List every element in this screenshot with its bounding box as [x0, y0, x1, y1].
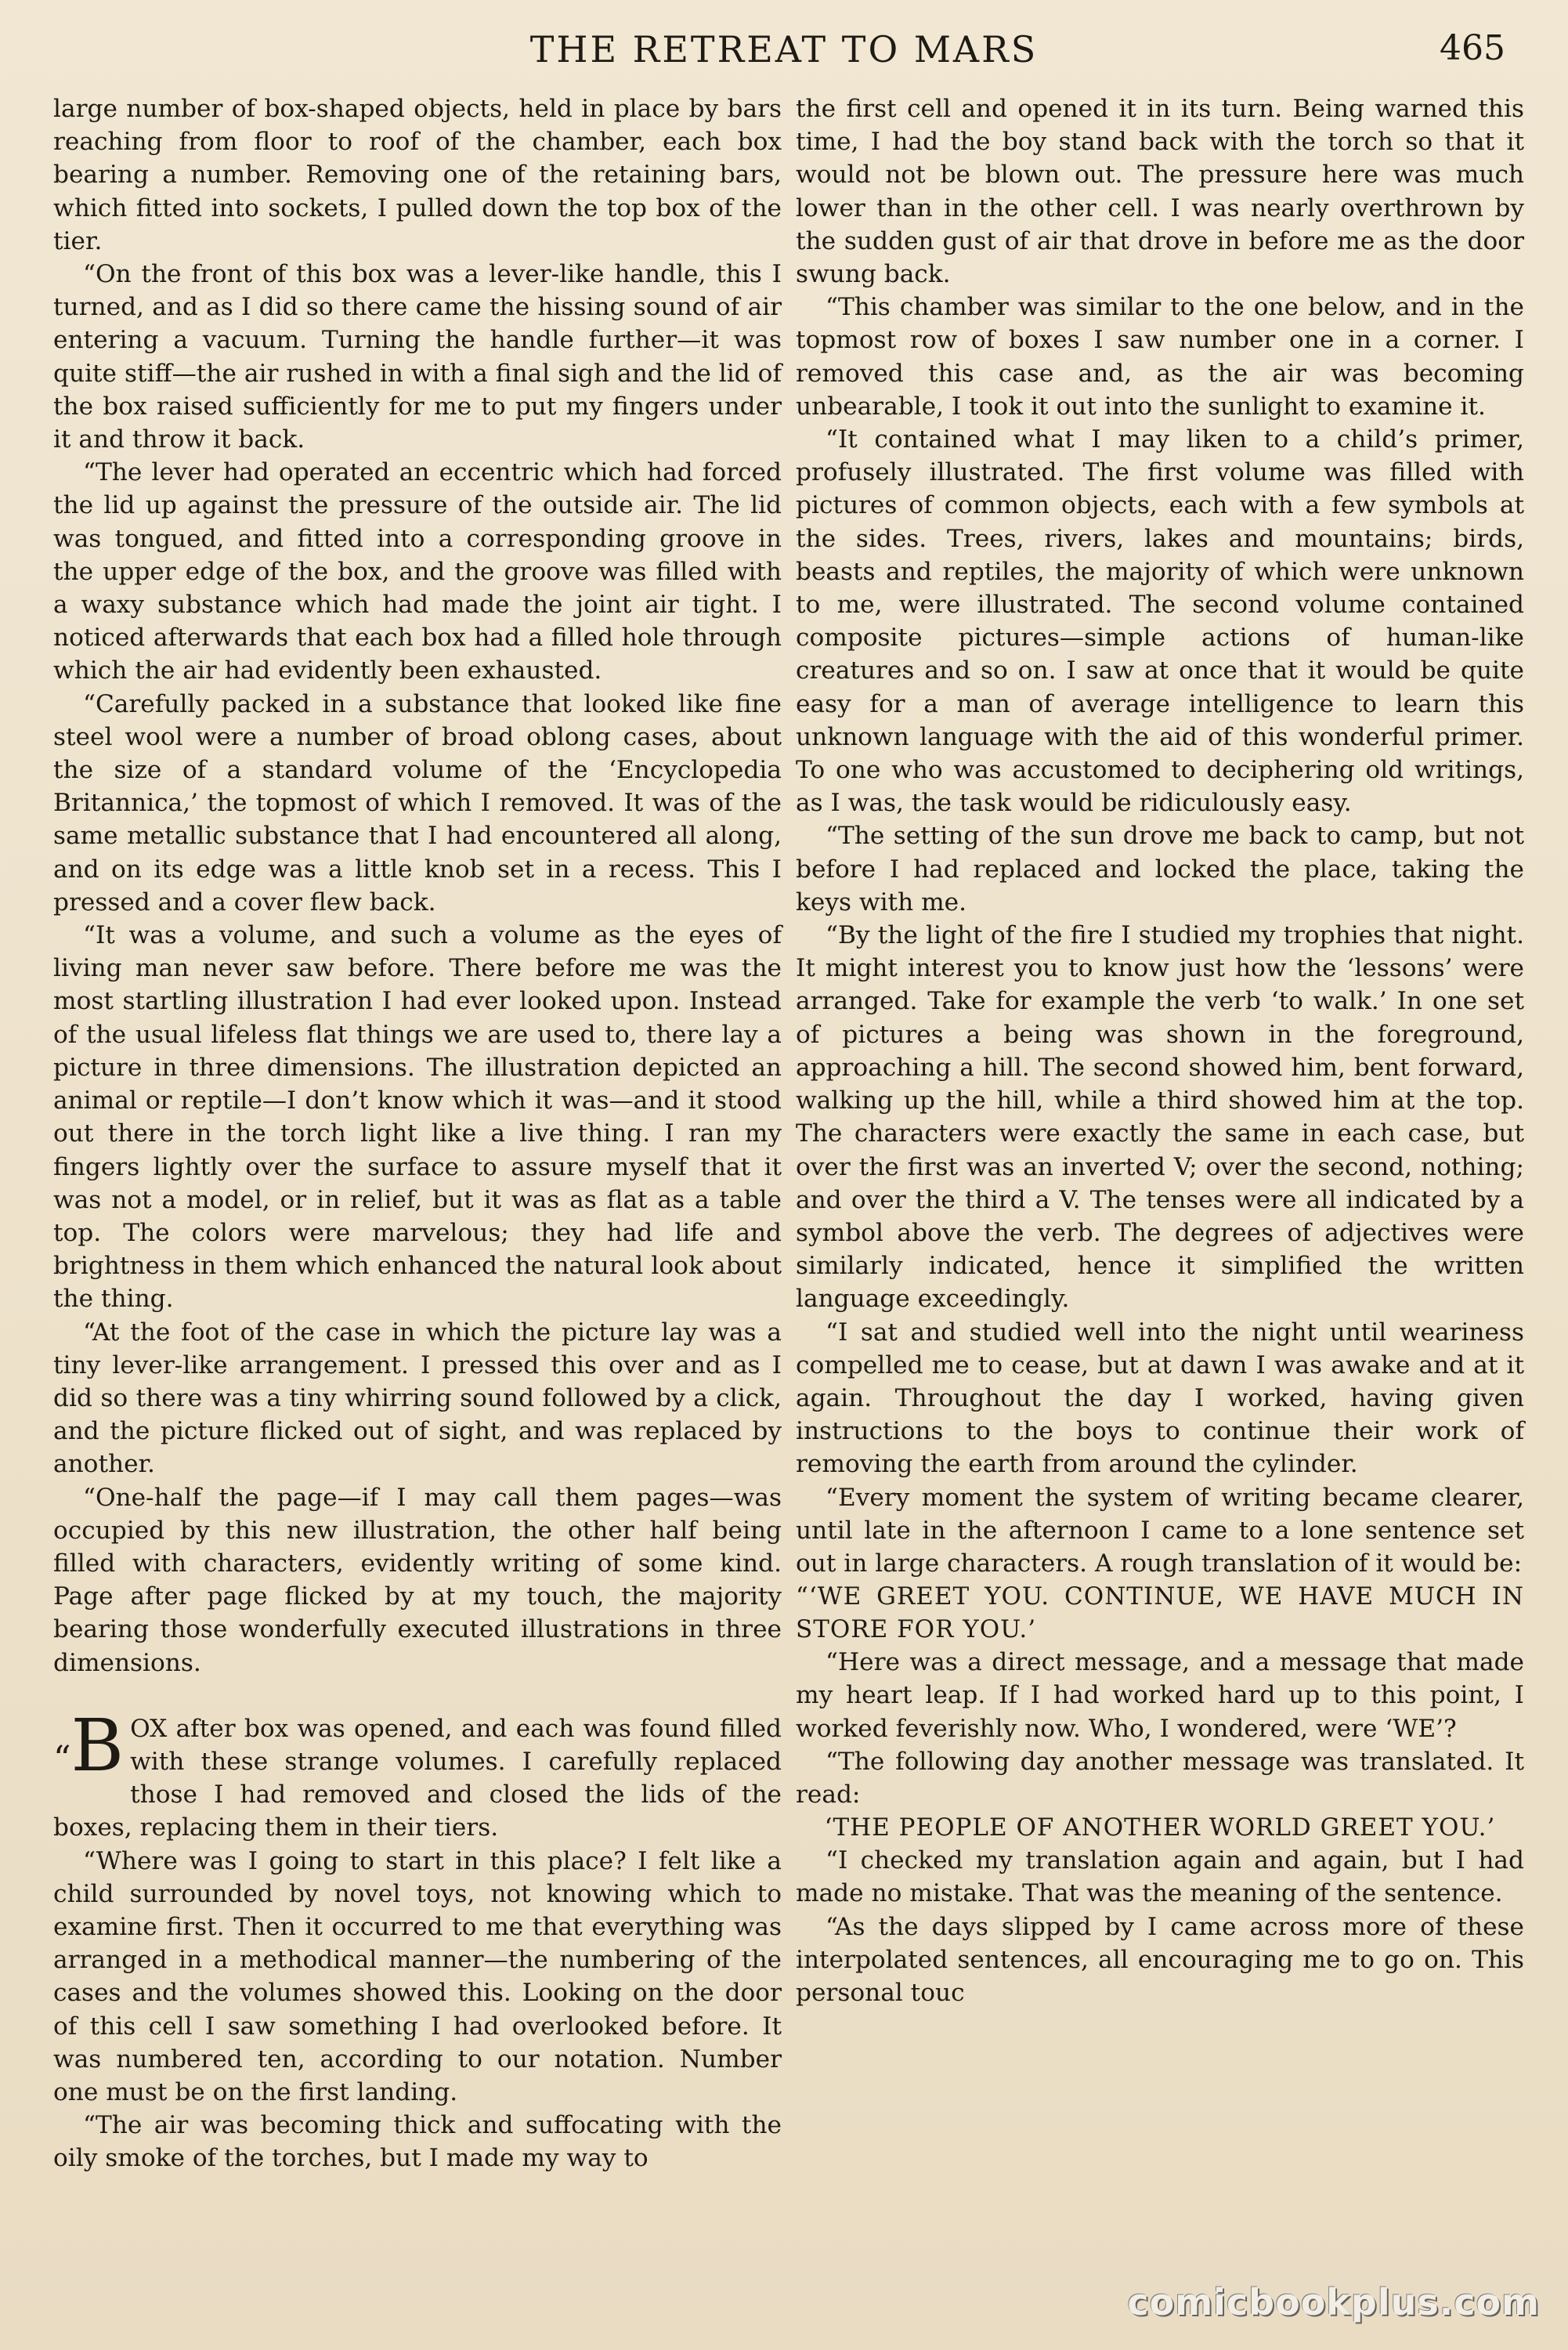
dropcap-letter: B	[70, 1703, 125, 1788]
paragraph: the first cell and opened it in its turn. Being warned this time, I had the boy stand back with the torch so that it would not be blown out. The pressure here was much lower than in the other cell. I was nearly overthrown by the sudden gust of air that drove in before me as the door swung back.	[796, 95, 1524, 289]
paragraph: “I sat and studied well into the night until weariness compelled me to cease, but at dawn I was awake and at it again. Throughout the day I worked, having given instructions to the boys to continue their work of removing the earth from around the cylinder.	[796, 1318, 1524, 1479]
paragraph: “Here was a direct message, and a message that made my heart leap. If I had worked hard up to this point, I worked feverishly now. Who, I wondered, were ‘WE’?	[796, 1648, 1524, 1743]
paragraph: “The lever had operated an eccentric which had forced the lid up against the pressure of the outside air. The lid was tongued, and fitted into a corresponding groove in the upper edge of the box, and the groove was filled with a waxy substance which had made the joint air tight. I noticed afterwards that each box had a filled hole through which the air had evidently been exhausted.	[53, 458, 782, 685]
site-watermark: comicbookplus.com	[1127, 2281, 1540, 2323]
paragraph: large number of box-shaped objects, held in place by bars reaching from floor to roof of the chamber, each box bearing a number. Removing one of the retaining bars, which fitted into sockets, I pulled down the top box of the tier.	[53, 95, 782, 255]
paragraph: “Every moment the system of writing became clearer, until late in the afternoon I came to a lone sentence set out in large characters. A rough translation of it would be:	[796, 1483, 1524, 1578]
paragraph: “It was a volume, and such a volume as the eyes of living man never saw before. There before me was the most startling illustration I had ever looked upon. Instead of the usual lifeless flat things we are used to, there lay a picture in three dimensions. The illustration depicted an animal or reptile—I don’t know which it was—and it stood out there in the torch light like a live thing. I ran my fingers lightly over the surface to assure myself that it was not a model, or in relief, but it was as flat as a table top. The colors were marvelous; they had life and brightness in them which enhanced the natural look about the thing.	[53, 921, 782, 1314]
right-column	[796, 92, 1524, 2009]
paragraph: “This chamber was similar to the one below, and in the topmost row of boxes I saw number one in a corner. I removed this case and, as the air was becoming unbearable, I took it out into the sunlight to examine it.	[796, 293, 1524, 421]
paragraph: “As the days slipped by I came across more of these interpolated sentences, all encouraging me to go on. This personal touc	[796, 1912, 1524, 2007]
paragraph: “The setting of the sun drove me back to camp, but not before I had replaced and locked the place, taking the keys with me.	[796, 822, 1524, 916]
paragraph: “One-half the page—if I may call them pages—was occupied by this new illustration, the other half being filled with characters, evidently writing of some kind. Page after page flicked by at my touch, the majority bearing those wonderfully executed illustrations in three dimensions.	[53, 1483, 782, 1677]
paragraph: “It contained what I may liken to a child’s primer, profusely illustrated. The first volume was filled with pictures of common objects, each with a few symbols at the sides. Trees, rivers, lakes and mountains; birds, beasts and reptiles, the majority of which were unknown to me, were illustrated. The second volume contained composite pictures—simple actions of human-like creatures and so on. I saw at once that it would be quite easy for a man of average intelligence to learn this unknown language with the aid of this wonderful primer. To one who was accustomed to deciphering old writings, as I was, the task would be ridiculously easy.	[796, 425, 1524, 818]
message-two: ‘THE PEOPLE OF ANOTHER WORLD GREET YOU.’	[824, 1813, 1496, 1842]
paragraph: “Carefully packed in a substance that looked like fine steel wool were a number of broad oblong cases, about the size of a standard volume of the ‘Encyclopedia Britannica,’ the topmost of which I removed. It was of the same metallic substance that I had encountered all along, and on its edge was a little knob set in a recess. This I pressed and a cover flew back.	[53, 689, 782, 916]
dropcap	[53, 1703, 125, 1790]
running-title: THE RETREAT TO MARS	[529, 28, 1039, 70]
dropcap-quote: “	[53, 1738, 71, 1779]
dropcap-text: OX after box was opened, and each was found filled with these strange volumes. I carefully replaced those I had removed and closed the lids of the boxes, replacing them in their tiers.	[53, 1714, 782, 1842]
paragraph: “By the light of the fire I studied my trophies that night. It might interest you to know just how the ‘lessons’ were arranged. Take for example the verb ‘to walk.’ In one set of pictures a being was shown in the foreground, approaching a hill. The second showed him, bent forward, walking up the hill, while a third showed him at the top. The characters were exactly the same in each case, but over the first was an inverted V; over the second, nothing; and over the third a V. The tenses were all indicated by a symbol above the verb. The degrees of adjectives were similarly indicated, hence it simplified the written language exceedingly.	[796, 921, 1524, 1314]
dropcap-paragraph	[53, 1703, 782, 1845]
paragraph: “On the front of this box was a lever-like handle, this I turned, and as I did so there came the hissing sound of air entering a vacuum. Turning the handle further—it was quite stiff—the air rushed in with a final sigh and the lid of the box raised sufficiently for me to put my fingers under it and throw it back.	[53, 260, 782, 454]
paragraph: “The following day another message was translated. It read:	[796, 1747, 1524, 1809]
paragraph: “I checked my translation again and again, but I had made no mistake. That was the meaning of the sentence.	[796, 1846, 1524, 1908]
page-number: 465	[1440, 28, 1505, 68]
left-column	[53, 92, 782, 2175]
paragraph: “The air was becoming thick and suffocating with the oily smoke of the torches, but I made my way to	[53, 2111, 782, 2173]
paragraph: “Where was I going to start in this place? I felt like a child surrounded by novel toys, not knowing which to examine first. Then it occurred to me that everything was arranged in a methodical manner—the numbering of the cases and the volumes showed this. Looking on the door of this cell I saw something I had overlooked before. It was numbered ten, according to our notation. Number one must be on the first landing.	[53, 1846, 782, 2106]
page-header	[47, 28, 1521, 83]
message-one: “‘WE GREET YOU. CONTINUE, WE HAVE MUCH IN STORE FOR YOU.’	[796, 1582, 1524, 1644]
paragraph: “At the foot of the case in which the picture lay was a tiny lever-like arrangement. I pressed this over and as I did so there was a tiny whirring sound followed by a click, and the picture flicked out of sight, and was replaced by another.	[53, 1318, 782, 1479]
